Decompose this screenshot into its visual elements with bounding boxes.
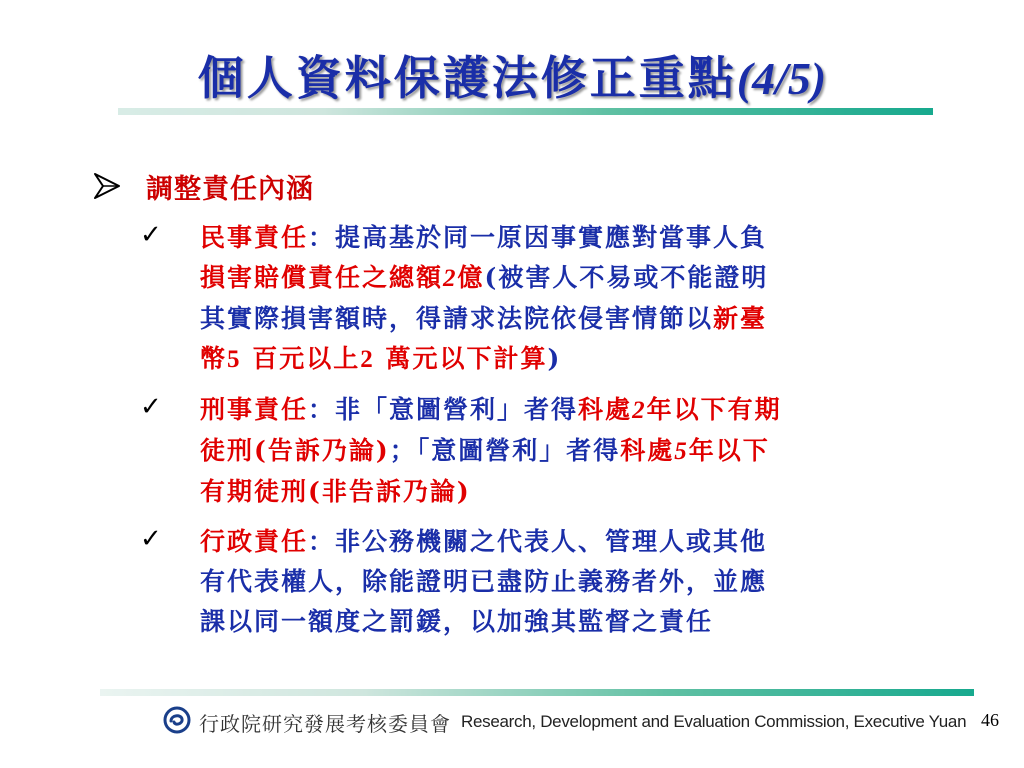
page-number: 46 xyxy=(981,710,999,730)
title-underline xyxy=(118,108,933,115)
item-label: 民事責任 xyxy=(200,223,309,252)
list-item-body: 刑事責任：非「意圖營利」者得科處2年以下有期 徒刑(告訴乃論)；「意圖營利」者得科處5年以下 有期徒刑(非告訴乃論) xyxy=(200,395,782,506)
heading-text: 調整責任內涵 xyxy=(146,173,314,205)
item-label: 行政責任 xyxy=(200,527,309,556)
footer-organization-zh: 行政院研究發展考核委員會 xyxy=(199,711,451,736)
item-label: 刑事責任 xyxy=(200,395,309,424)
checkmark-icon: ✓ xyxy=(140,220,162,250)
arrow-bullet-icon xyxy=(92,166,126,206)
slide-title xyxy=(0,42,1024,108)
heading-bullet xyxy=(92,166,314,206)
organization-logo-icon xyxy=(163,706,191,738)
footer-divider xyxy=(100,689,974,696)
footer xyxy=(163,707,966,737)
slide-title-suffix: (4/5) xyxy=(736,53,827,104)
list-item-body: 行政責任：非公務機關之代表人、管理人或其他 有代表權人，除能證明已盡防止義務者外，並應 課以同一額度之罰鍰，以加強其監督之責任 xyxy=(200,527,768,636)
slide-title-main: 個人資料保護法修正重點 xyxy=(197,51,737,105)
checkmark-icon: ✓ xyxy=(140,392,162,422)
footer-organization-en: Research, Development and Evaluation Commission, Executive Yuan xyxy=(461,712,967,731)
checkmark-icon: ✓ xyxy=(140,524,162,554)
list-item-body: 民事責任：提高基於同一原因事實應對當事人負 損害賠償責任之總額2億(被害人不易或不能證明 其實際損害額時，得請求法院依侵害情節以新臺 幣5 百元以上2 萬元以下計算) xyxy=(200,223,769,373)
